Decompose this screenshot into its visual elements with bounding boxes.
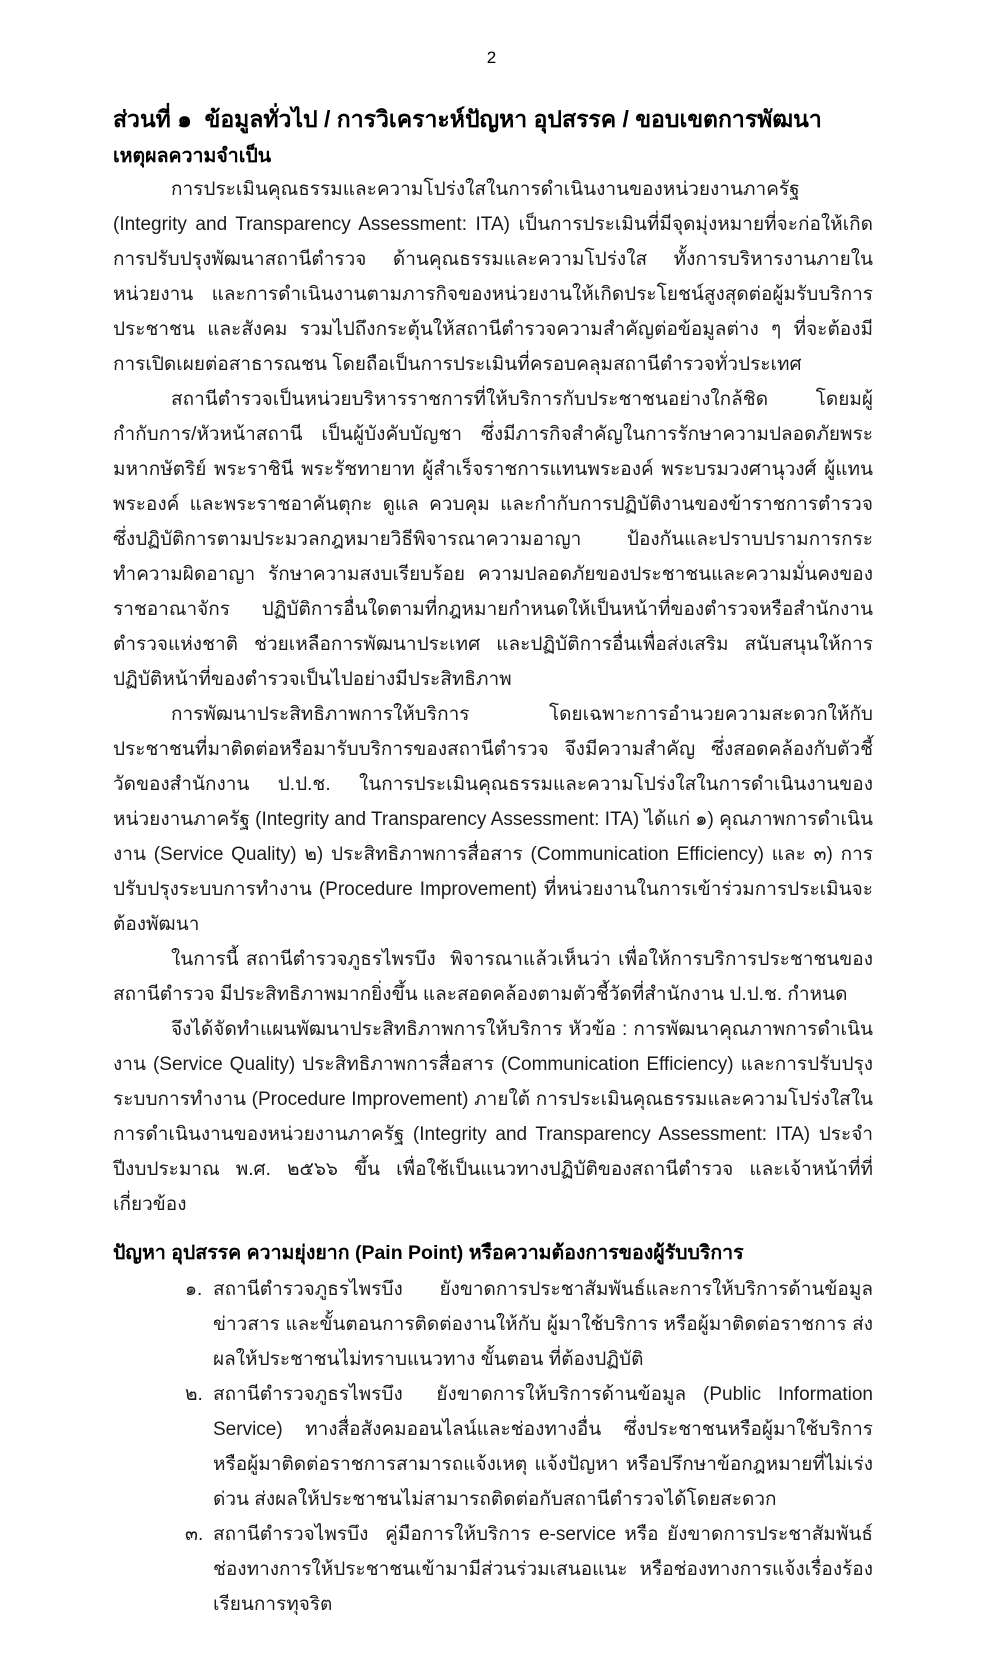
- paragraph-police-station-duties: สถานีตำรวจเป็นหน่วยบริหารราชการที่ให้บริการกับประชาชนอย่างใกล้ชิด โดยมผู้กำกับการ/หัวหน้าสถานี เป็นผู้บังคับบัญชา ซึ่งมีภารกิจสำคัญในการรักษาความปลอดภัยพระมหากษัตริย์ พระราชินี พระรัชทายาท ผู้สำเร็จราชการแทนพระองค์ พระบรมวงศานุวงศ์ ผู้แทนพระองค์ และพระราชอาคันตุกะ ดูแล ควบคุม และกำกับการปฏิบัติงานของข้าราชการตำรวจซึ่งปฏิบัติการตามประมวลกฎหมายวิธีพิจารณาความอาญา ป้องกันและปราบปรามการกระทำความผิดอาญา รักษาความสงบเรียบร้อย ความปลอดภัยของประชาชนและความมั่นคงของราชอาณาจักร ปฏิบัติการอื่นใดตามที่กฎหมายกำหนดให้เป็นหน้าที่ของตำรวจหรือสำนักงานตำรวจแห่งชาติ ช่วยเหลือการพัฒนาประเทศ และปฏิบัติการอื่นเพื่อส่งเสริม สนับสนุนให้การปฏิบัติหน้าที่ของตำรวจเป็นไปอย่างมีประสิทธิภาพ: [113, 389, 873, 690]
- list-item-number: ๒.: [185, 1384, 203, 1405]
- page-number: 2: [486, 48, 497, 67]
- pain-point-heading: ปัญหา อุปสรรค ความยุ่งยาก (Pain Point) หรือความต้องการของผู้รับบริการ: [113, 1242, 744, 1264]
- list-item: [113, 1272, 879, 1377]
- list-item-text: สถานีตำรวจภูธรไพรบึง ยังขาดการให้บริการด้านข้อมูล (Public Information Service) ทางสื่อสังคมออนไลน์และช่องทางอื่น ซึ่งประชาชนหรือผู้มาใช้บริการ หรือผู้มาติดต่อราชการสามารถแจ้งเหตุ แจ้งปัญหา หรือปรึกษาข้อกฎหมายที่ไม่เร่งด่วน ส่งผลให้ประชาชนไม่สามารถติดต่อกับสถานีตำรวจได้โดยสะดวก: [213, 1384, 879, 1510]
- list-item-number: ๑.: [185, 1279, 203, 1300]
- paragraph-station-consideration: ในการนี้ สถานีตำรวจภูธรไพรบึง พิจารณาแล้วเห็นว่า เพื่อให้การบริการประชาชนของสถานีตำรวจ มีประสิทธิภาพมากยิ่งขึ้น และสอดคล้องตามตัวชี้วัดที่สำนักงาน ป.ป.ช. กำหนด: [113, 949, 873, 1005]
- list-item-text: สถานีตำรวจไพรบึง คู่มือการให้บริการ e-service หรือ ยังขาดการประชาสัมพันธ์ช่องทางการให้ประชาชนเข้ามามีส่วนร่วมเสนอแนะ หรือช่องทางการแจ้งเรื่องร้องเรียนการทุจริต: [213, 1524, 873, 1615]
- reason-heading: เหตุผลความจำเป็น: [113, 145, 272, 167]
- paragraph-service-efficiency: การพัฒนาประสิทธิภาพการให้บริการ โดยเฉพาะการอำนวยความสะดวกให้กับประชาชนที่มาติดต่อหรือมารับบริการของสถานีตำรวจ จึงมีความสำคัญ ซึ่งสอดคล้องกับตัวชี้วัดของสำนักงาน ป.ป.ช. ในการประเมินคุณธรรมและความโปร่งใสในการดำเนินงานของหน่วยงานภาครัฐ (Integrity and Transparency Assessment: ITA) ได้แก่ ๑) คุณภาพการดำเนินงาน (Service Quality) ๒) ประสิทธิภาพการสื่อสาร (Communication Efficiency) และ ๓) การปรับปรุงระบบการทำงาน (Procedure Improvement) ที่หน่วยงานในการเข้าร่วมการประเมินจะต้องพัฒนา: [113, 704, 873, 935]
- paragraph-development-plan: จึงได้จัดทำแผนพัฒนาประสิทธิภาพการให้บริการ หัวข้อ : การพัฒนาคุณภาพการดำเนินงาน (Service Quality) ประสิทธิภาพการสื่อสาร (Communication Efficiency) และการปรับปรุงระบบการทำงาน (Procedure Improvement) ภายใต้ การประเมินคุณธรรมและความโปร่งใสในการดำเนินงานของหน่วยงานภาครัฐ (Integrity and Transparency Assessment: ITA) ประจำปีงบประมาณ พ.ศ. ๒๕๖๖ ขึ้น เพื่อใช้เป็นแนวทางปฏิบัติของสถานีตำรวจ และเจ้าหน้าที่ที่เกี่ยวข้อง: [113, 1019, 873, 1215]
- list-item: [113, 1377, 879, 1517]
- pain-point-list: [113, 1272, 879, 1622]
- list-item-text: สถานีตำรวจภูธรไพรบึง ยังขาดการประชาสัมพันธ์และการให้บริการด้านข้อมูล ข่าวสาร และขั้นตอนการติดต่องานให้กับ ผู้มาใช้บริการ หรือผู้มาติดต่อราชการ ส่งผลให้ประชาชนไม่ทราบแนวทาง ขั้นตอน ที่ต้องปฏิบัติ: [213, 1279, 879, 1370]
- section-title: ส่วนที่ ๑ ข้อมูลทั่วไป / การวิเคราะห์ปัญหา อุปสรรค / ขอบเขตการพัฒนา: [113, 106, 822, 132]
- paragraph-ita-overview: การประเมินคุณธรรมและความโปร่งใสในการดำเนินงานของหน่วยงานภาครัฐ (Integrity and Transparency Assessment: ITA) เป็นการประเมินที่มีจุดมุ่งหมายที่จะก่อให้เกิดการปรับปรุงพัฒนาสถานีตำรวจ ด้านคุณธรรมและความโปร่งใส ทั้งการบริหารงานภายในหน่วยงาน และการดำเนินงานตามภารกิจของหน่วยงานให้เกิดประโยชน์สูงสุดต่อผู้มรับบริการ ประชาชน และสังคม รวมไปถึงกระตุ้นให้สถานีตำรวจความสำคัญต่อข้อมูลต่าง ๆ ที่จะต้องมีการเปิดเผยต่อสาธารณชน โดยถือเป็นการประเมินที่ครอบคลุมสถานีตำรวจทั่วประเทศ: [113, 179, 879, 375]
- list-item-number: ๓.: [185, 1524, 204, 1545]
- list-item: [113, 1517, 873, 1622]
- page-content: [0, 102, 983, 1662]
